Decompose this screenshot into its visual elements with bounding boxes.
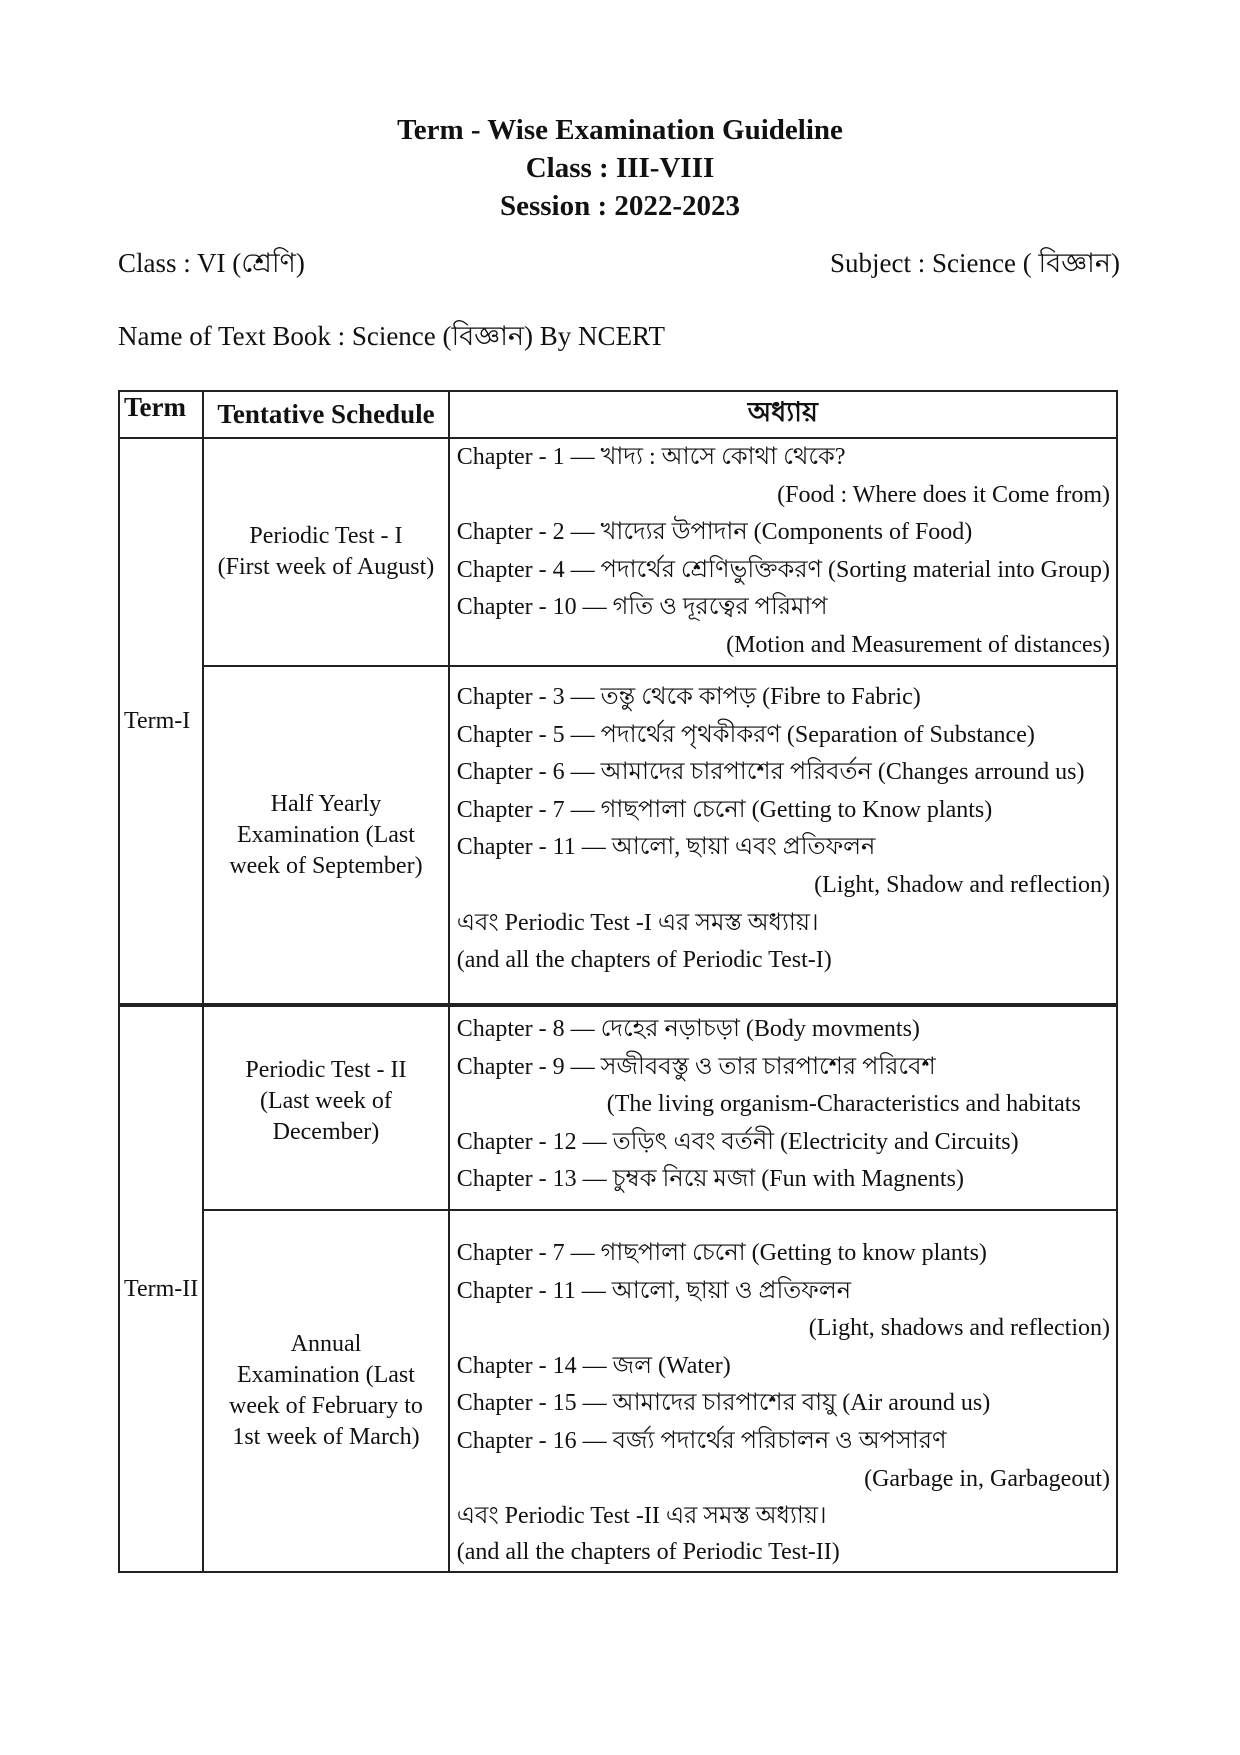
chapter-line: Chapter - 2 — খাদ্যের উপাদান (Components of Food) bbox=[456, 519, 973, 546]
schedule-cell bbox=[203, 1210, 449, 1572]
chapter-translation: (The living organism-Characteristics and habitats bbox=[606, 1091, 1081, 1118]
schedule-line: week of February to bbox=[228, 1393, 423, 1419]
chapter-line: Chapter - 15 — আমাদের চারপাশের বায়ু (Air around us) bbox=[456, 1390, 991, 1417]
chapter-note: এবং Periodic Test -I এর সমস্ত অধ্যায়। bbox=[456, 909, 819, 936]
chapter-note: এবং Periodic Test -II এর সমস্ত অধ্যায়। bbox=[456, 1503, 827, 1530]
schedule-line: Examination (Last bbox=[236, 821, 415, 848]
schedule-line: (Last week of December) bbox=[259, 1088, 392, 1145]
chapter-line: Chapter - 11 — আলো, ছায়া এবং প্রতিফলন bbox=[456, 834, 876, 861]
class-label: Class : VI (শ্রেণি) bbox=[118, 248, 305, 278]
chapter-line: Chapter - 4 — পদার্থের শ্রেণিভুক্তিকরণ (Sorting material into Group) bbox=[456, 556, 1110, 583]
chapter-translation: (Garbage in, Garbageout) bbox=[864, 1465, 1110, 1492]
chapter-line: Chapter - 3 — তন্তু থেকে কাপড় (Fibre to Fabric) bbox=[456, 684, 921, 710]
schedule-line: Half Yearly bbox=[270, 790, 382, 817]
chapter-line: Chapter - 7 — গাছপালা চেনো (Getting to Know plants) bbox=[456, 796, 993, 823]
table-row bbox=[119, 1210, 1117, 1572]
chapters-cell bbox=[449, 1005, 1117, 1210]
table-row bbox=[119, 666, 1117, 1005]
schedule-line: Examination (Last bbox=[236, 1362, 415, 1388]
chapter-line: Chapter - 6 — আমাদের চারপাশের পরিবর্তন (Changes arround us) bbox=[456, 759, 1085, 786]
subject-label: Subject : Science ( বিজ্ঞান) bbox=[830, 248, 1120, 278]
chapter-translation: (Food : Where does it Come from) bbox=[777, 481, 1110, 508]
chapter-note: (and all the chapters of Periodic Test-II) bbox=[456, 1538, 840, 1565]
header-term: Term bbox=[119, 391, 203, 438]
session: Session : 2022-2023 bbox=[499, 190, 741, 222]
header-schedule: Tentative Schedule bbox=[203, 391, 449, 438]
chapters-cell bbox=[449, 1210, 1117, 1572]
table-header-row bbox=[119, 391, 1117, 438]
chapter-line: Chapter - 5 — পদার্থের পৃথকীকরণ (Separation of Substance) bbox=[456, 721, 1035, 748]
chapter-note: (and all the chapters of Periodic Test-I) bbox=[456, 947, 832, 974]
schedule-cell bbox=[203, 1005, 449, 1210]
chapter-line: Chapter - 10 — গতি ও দূরত্বের পরিমাপ bbox=[456, 594, 828, 621]
chapter-line: Chapter - 8 — দেহের নড়াচড়া (Body movments) bbox=[456, 1016, 920, 1042]
schedule-line: Annual bbox=[290, 1331, 362, 1357]
schedule-line: (First week of August) bbox=[217, 554, 435, 580]
term-cell: Term-II bbox=[119, 1005, 203, 1572]
schedule-line: Periodic Test - II bbox=[245, 1057, 407, 1083]
schedule-line: week of September) bbox=[229, 852, 423, 879]
chapter-line: Chapter - 14 — জল (Water) bbox=[456, 1352, 731, 1379]
chapter-translation: (Light, Shadow and reflection) bbox=[814, 871, 1110, 898]
schedule-line: 1st week of March) bbox=[232, 1424, 420, 1450]
chapter-translation: (Light, shadows and reflection) bbox=[808, 1315, 1110, 1342]
document-title: Term - Wise Examination Guideline bbox=[397, 114, 843, 146]
class-range: Class : III-VIII bbox=[525, 152, 715, 184]
chapters-cell bbox=[449, 438, 1117, 666]
chapter-line: Chapter - 7 — গাছপালা চেনো (Getting to know plants) bbox=[456, 1240, 987, 1266]
exam-schedule-table bbox=[118, 390, 1118, 1573]
chapter-line: Chapter - 9 — সজীববস্তু ও তার চারপাশের পরিবেশ bbox=[456, 1053, 936, 1080]
chapter-line: Chapter - 16 — বর্জ্য পদার্থের পরিচালন ও অপসারণ bbox=[456, 1427, 947, 1454]
schedule-cell bbox=[203, 666, 449, 1005]
chapters-cell bbox=[449, 666, 1117, 1005]
chapter-line: Chapter - 12 — তড়িৎ এবং বর্তনী (Electricity and Circuits) bbox=[456, 1128, 1019, 1155]
term-cell: Term-I bbox=[119, 438, 203, 1005]
chapter-line: Chapter - 13 — চুম্বক নিয়ে মজা (Fun with Magnents) bbox=[456, 1166, 964, 1193]
chapter-line: Chapter - 1 — খাদ্য : আসে কোথা থেকে? bbox=[456, 444, 846, 470]
header-chapters: অধ্যায় bbox=[449, 391, 1117, 438]
textbook-label: Name of Text Book : Science (বিজ্ঞান) By NCERT bbox=[118, 321, 665, 351]
chapter-translation: (Motion and Measurement of distances) bbox=[726, 631, 1110, 658]
schedule-cell bbox=[203, 438, 449, 666]
chapter-line: Chapter - 11 — আলো, ছায়া ও প্রতিফলন bbox=[456, 1277, 852, 1304]
table-row bbox=[119, 1005, 1117, 1210]
table-row bbox=[119, 438, 1117, 666]
schedule-line: Periodic Test - I bbox=[249, 523, 403, 549]
